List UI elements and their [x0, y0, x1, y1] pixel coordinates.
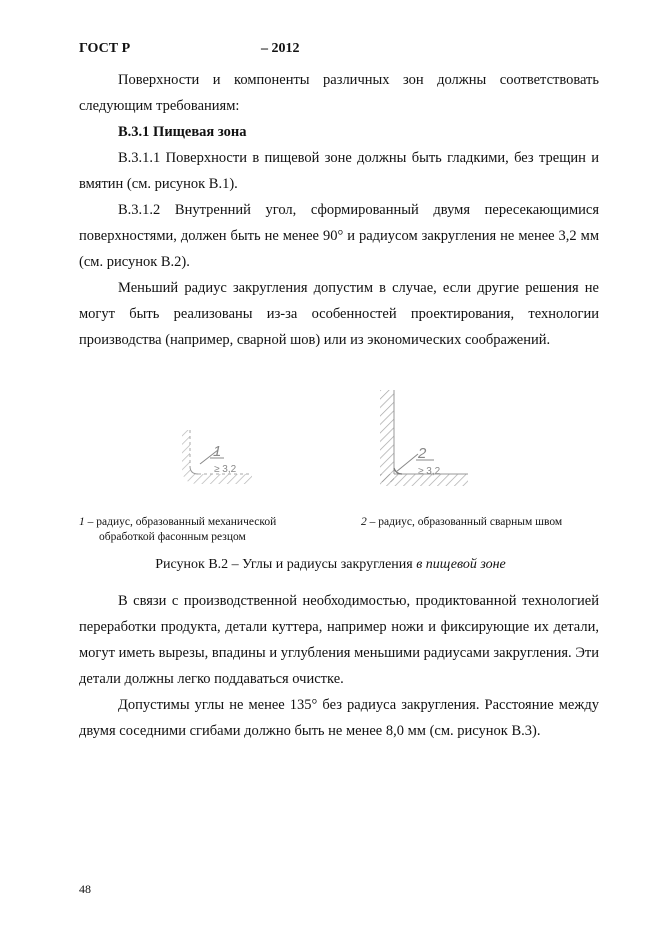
paragraph: В.3.1.1 Поверхности в пищевой зоне должны быть гладкими, без трещин и вмятин (см. рисунок В.1). — [79, 150, 599, 192]
figure-title-italic: в пищевой зоне — [416, 557, 506, 572]
paragraph: Поверхности и компоненты различных зон должны соответствовать следующим требованиям: — [79, 72, 599, 114]
caption-text: – радиус, образованный механической — [84, 516, 277, 528]
paragraph: Меньший радиус закругления допустим в случае, если другие решения не могут быть реализованы из-за особенностей проектирования, технологии производства (например, сварной шов) или из экономических соображений. — [79, 280, 599, 348]
section-heading: В.3.1 Пищевая зона — [118, 124, 247, 140]
standard-year: – 2012 — [261, 41, 300, 56]
text-block-bottom — [79, 588, 599, 744]
machined-corner-drawing — [182, 430, 252, 484]
paragraph: В связи с производственной необходимостью, продиктованной технологией переработки продукта, детали куттера, например ножи и фиксирующие их детали, могут иметь вырезы, впадины и углубления меньшими радиусами закругления. Эти детали должны легко поддаваться очистке. — [79, 593, 599, 687]
caption-number: 1 — [79, 516, 85, 528]
paragraph: В.3.1.2 Внутренний угол, сформированный двумя пересекающимися поверхностями, должен быть не менее 90° и радиусом закругления не менее 3,2 мм (см. рисунок В.2). — [79, 202, 599, 270]
marker-2: 2 — [418, 445, 427, 462]
figure-corner-radii — [170, 388, 480, 498]
caption-left — [79, 515, 349, 545]
caption-text: – радиус, образованный сварным швом — [366, 516, 563, 528]
text-block-top — [79, 67, 599, 353]
caption-right — [361, 515, 611, 530]
figure-title — [0, 557, 661, 573]
welded-corner-drawing — [380, 390, 468, 486]
caption-number: 2 — [361, 516, 367, 528]
standard-designation: ГОСТ Р — [79, 41, 131, 56]
page-number: 48 — [79, 882, 91, 896]
figure-title-main: Рисунок В.2 – Углы и радиусы закругления — [155, 557, 417, 572]
marker-1: 1 — [213, 443, 222, 460]
paragraph: Допустимы углы не менее 135° без радиуса закругления. Расстояние между двумя соседними сгибами должно быть не менее 8,0 мм (см. рисунок В.3). — [79, 697, 599, 739]
caption-text-continued: обработкой фасонным резцом — [99, 531, 246, 543]
dimension-label: ≥ 3,2 — [418, 466, 441, 477]
dimension-label: ≥ 3,2 — [214, 464, 237, 475]
